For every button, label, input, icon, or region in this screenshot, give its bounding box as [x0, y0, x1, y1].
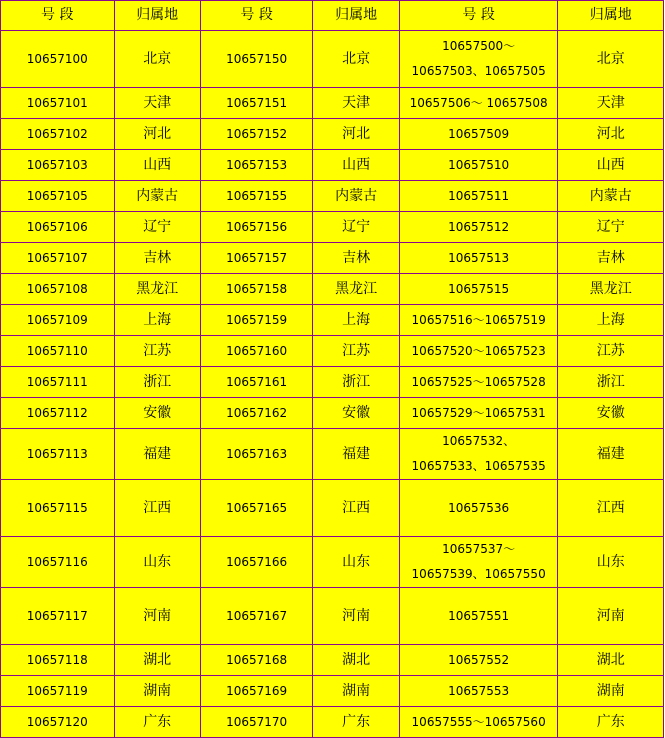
- location-cell: 安徽: [313, 398, 399, 429]
- table-row: [1, 88, 664, 119]
- table-row: [1, 119, 664, 150]
- table-row: [1, 181, 664, 212]
- table-row: [1, 243, 664, 274]
- segment-cell: 10657157: [201, 243, 314, 274]
- segment-cell: 10657161: [201, 367, 314, 398]
- segment-cell: 10657102: [1, 119, 115, 150]
- location-cell: 天津: [313, 88, 399, 119]
- location-cell: 江苏: [558, 336, 664, 367]
- segment-cell: 10657162: [201, 398, 314, 429]
- location-cell: 河北: [313, 119, 399, 150]
- location-cell: 湖北: [313, 645, 399, 676]
- segment-cell: 10657509: [400, 119, 559, 150]
- location-cell: 湖南: [313, 676, 399, 707]
- table-row: [1, 274, 664, 305]
- location-cell: 山东: [115, 537, 201, 588]
- location-cell: 北京: [313, 31, 399, 88]
- segment-cell: 10657115: [1, 480, 115, 537]
- location-cell: 天津: [115, 88, 201, 119]
- location-cell: 北京: [558, 31, 664, 88]
- header-location: 归属地: [558, 1, 664, 31]
- location-cell: 浙江: [558, 367, 664, 398]
- location-cell: 河南: [313, 588, 399, 645]
- location-cell: 安徽: [558, 398, 664, 429]
- location-cell: 安徽: [115, 398, 201, 429]
- segment-cell: 10657120: [1, 707, 115, 738]
- table-row: [1, 676, 664, 707]
- segment-cell: 10657156: [201, 212, 314, 243]
- segment-cell: 10657153: [201, 150, 314, 181]
- table-row: [1, 480, 664, 537]
- table-row: [1, 305, 664, 336]
- table-row: [1, 367, 664, 398]
- header-location: 归属地: [313, 1, 399, 31]
- location-cell: 山东: [558, 537, 664, 588]
- location-cell: 黑龙江: [313, 274, 399, 305]
- table-row: [1, 150, 664, 181]
- location-cell: 天津: [558, 88, 664, 119]
- segment-cell: 10657525～10657528: [400, 367, 559, 398]
- location-cell: 江西: [558, 480, 664, 537]
- segment-cell: 10657551: [400, 588, 559, 645]
- segment-cell: 10657163: [201, 429, 314, 480]
- location-cell: 福建: [115, 429, 201, 480]
- segment-cell: 10657511: [400, 181, 559, 212]
- location-cell: 湖南: [558, 676, 664, 707]
- table-row: [1, 707, 664, 738]
- table-row: [1, 645, 664, 676]
- location-cell: 湖北: [115, 645, 201, 676]
- table-row: [1, 212, 664, 243]
- table-row: [1, 429, 664, 480]
- table-row: [1, 588, 664, 645]
- location-cell: 河南: [115, 588, 201, 645]
- location-cell: 辽宁: [115, 212, 201, 243]
- location-cell: 北京: [115, 31, 201, 88]
- segment-cell: 10657113: [1, 429, 115, 480]
- segment-cell: 10657166: [201, 537, 314, 588]
- segment-cell: 10657105: [1, 181, 115, 212]
- location-cell: 江西: [115, 480, 201, 537]
- segment-cell: 10657119: [1, 676, 115, 707]
- location-cell: 吉林: [313, 243, 399, 274]
- segment-cell: 10657515: [400, 274, 559, 305]
- segment-cell: 10657111: [1, 367, 115, 398]
- header-row: [1, 1, 664, 31]
- segment-cell: 10657107: [1, 243, 115, 274]
- header-location: 归属地: [115, 1, 201, 31]
- segment-cell: 10657108: [1, 274, 115, 305]
- segment-cell: 10657520～10657523: [400, 336, 559, 367]
- location-cell: 上海: [313, 305, 399, 336]
- location-cell: 黑龙江: [115, 274, 201, 305]
- segment-cell: 10657555～10657560: [400, 707, 559, 738]
- header-segment: 号 段: [201, 1, 314, 31]
- segment-cell: 10657169: [201, 676, 314, 707]
- segment-cell: 10657110: [1, 336, 115, 367]
- location-cell: 河北: [115, 119, 201, 150]
- segment-cell: 10657512: [400, 212, 559, 243]
- location-cell: 山西: [115, 150, 201, 181]
- segment-cell: 10657513: [400, 243, 559, 274]
- location-cell: 福建: [313, 429, 399, 480]
- location-cell: 湖北: [558, 645, 664, 676]
- segment-cell: 10657150: [201, 31, 314, 88]
- location-cell: 山西: [558, 150, 664, 181]
- location-cell: 江苏: [313, 336, 399, 367]
- location-cell: 广东: [313, 707, 399, 738]
- table-row: [1, 537, 664, 588]
- segment-cell: 10657536: [400, 480, 559, 537]
- location-cell: 内蒙古: [313, 181, 399, 212]
- table-row: [1, 336, 664, 367]
- segment-cell: 10657529～10657531: [400, 398, 559, 429]
- location-cell: 内蒙古: [558, 181, 664, 212]
- location-cell: 江西: [313, 480, 399, 537]
- location-cell: 浙江: [313, 367, 399, 398]
- location-cell: 黑龙江: [558, 274, 664, 305]
- segment-cell: 10657109: [1, 305, 115, 336]
- segment-cell: 10657112: [1, 398, 115, 429]
- location-cell: 内蒙古: [115, 181, 201, 212]
- segment-cell: 10657103: [1, 150, 115, 181]
- table-body: [1, 1, 664, 738]
- location-cell: 河南: [558, 588, 664, 645]
- segment-cell: 10657152: [201, 119, 314, 150]
- segment-cell: 10657117: [1, 588, 115, 645]
- segment-cell: 10657155: [201, 181, 314, 212]
- table-row: [1, 398, 664, 429]
- segment-cell: 10657170: [201, 707, 314, 738]
- location-cell: 辽宁: [313, 212, 399, 243]
- header-segment: 号 段: [1, 1, 115, 31]
- segment-cell: 10657537～10657539、10657550: [400, 537, 559, 588]
- location-cell: 吉林: [115, 243, 201, 274]
- segment-cell: 10657552: [400, 645, 559, 676]
- location-cell: 上海: [115, 305, 201, 336]
- segment-cell: 10657100: [1, 31, 115, 88]
- segment-cell: 10657506～ 10657508: [400, 88, 559, 119]
- location-cell: 上海: [558, 305, 664, 336]
- segment-cell: 10657168: [201, 645, 314, 676]
- segment-cell: 10657167: [201, 588, 314, 645]
- segment-cell: 10657116: [1, 537, 115, 588]
- location-cell: 山西: [313, 150, 399, 181]
- location-cell: 辽宁: [558, 212, 664, 243]
- location-cell: 广东: [115, 707, 201, 738]
- location-cell: 吉林: [558, 243, 664, 274]
- segment-cell: 10657151: [201, 88, 314, 119]
- table-row: [1, 31, 664, 88]
- location-cell: 河北: [558, 119, 664, 150]
- location-cell: 山东: [313, 537, 399, 588]
- segment-cell: 10657106: [1, 212, 115, 243]
- segment-cell: 10657101: [1, 88, 115, 119]
- segment-cell: 10657159: [201, 305, 314, 336]
- segment-cell: 10657158: [201, 274, 314, 305]
- location-cell: 浙江: [115, 367, 201, 398]
- segment-cell: 10657500～ 10657503、10657505: [400, 31, 559, 88]
- segment-cell: 10657553: [400, 676, 559, 707]
- segment-cell: 10657165: [201, 480, 314, 537]
- location-cell: 广东: [558, 707, 664, 738]
- segment-cell: 10657532、10657533、10657535: [400, 429, 559, 480]
- segment-cell: 10657118: [1, 645, 115, 676]
- location-cell: 湖南: [115, 676, 201, 707]
- segment-cell: 10657160: [201, 336, 314, 367]
- location-cell: 福建: [558, 429, 664, 480]
- segment-cell: 10657516～10657519: [400, 305, 559, 336]
- header-segment: 号 段: [400, 1, 559, 31]
- segment-cell: 10657510: [400, 150, 559, 181]
- location-cell: 江苏: [115, 336, 201, 367]
